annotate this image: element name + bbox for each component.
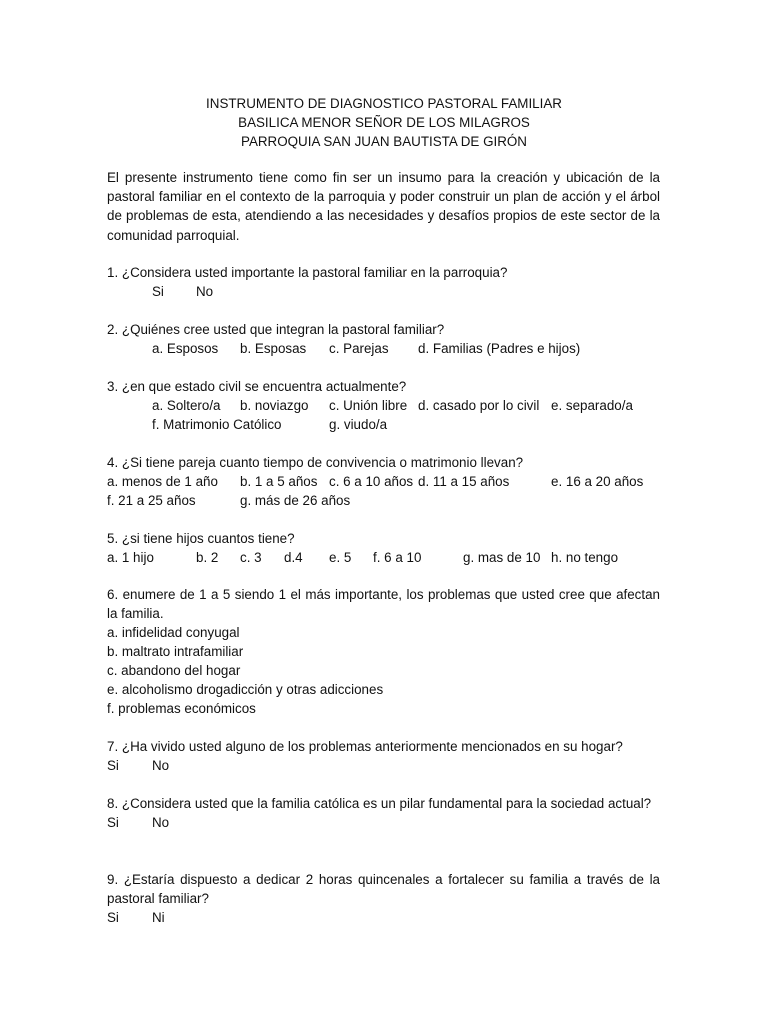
question-4 bbox=[107, 453, 660, 510]
option-e: e. separado/a bbox=[551, 398, 633, 413]
options-list bbox=[107, 623, 660, 718]
options-row bbox=[107, 491, 660, 510]
option-g: g. más de 26 años bbox=[240, 493, 351, 508]
option-d: d. 11 a 15 años bbox=[418, 474, 510, 489]
option-si: Si bbox=[152, 284, 164, 299]
question-text: 9. ¿Estaría dispuesto a dedicar 2 horas quincenales a fortalecer su familia a través de la pastoral familiar? bbox=[107, 872, 660, 906]
question-text: 7. ¿Ha vivido usted alguno de los problemas anteriormente mencionados en su hogar? bbox=[107, 739, 623, 754]
options-row bbox=[107, 548, 660, 567]
question-8 bbox=[107, 794, 660, 832]
option-no: No bbox=[152, 758, 170, 773]
option-d: d. casado por lo civil bbox=[418, 398, 540, 413]
options-row bbox=[107, 396, 660, 415]
option-e: e. 16 a 20 años bbox=[551, 474, 644, 489]
question-2 bbox=[107, 320, 660, 358]
option-f: f. 6 a 10 bbox=[373, 550, 422, 565]
option-si: Si bbox=[107, 910, 119, 925]
options-row bbox=[107, 415, 660, 434]
question-3 bbox=[107, 377, 660, 434]
option-f: f. problemas económicos bbox=[107, 701, 256, 716]
options-row bbox=[107, 756, 660, 775]
option-g: g. mas de 10 bbox=[463, 550, 541, 565]
option-a: a. Esposos bbox=[152, 341, 219, 356]
option-h: h. no tengo bbox=[551, 550, 619, 565]
question-text: 1. ¿Considera usted importante la pastoral familiar en la parroquia? bbox=[107, 265, 508, 280]
intro-paragraph: El presente instrumento tiene como fin ser un insumo para la creación y ubicación de la pastoral familiar en el contexto de la parroquia y poder construir un plan de acción y el árbol de problemas de esta, atendiendo a las necesidades y desafíos propios de este sector de la comunidad parroquial. bbox=[107, 170, 660, 243]
question-6 bbox=[107, 585, 660, 718]
option-b: b. 2 bbox=[196, 550, 219, 565]
question-text: 6. enumere de 1 a 5 siendo 1 el más importante, los problemas que usted cree que afectan la familia. bbox=[107, 587, 660, 621]
option-g: g. viudo/a bbox=[329, 417, 388, 432]
question-text: 5. ¿si tiene hijos cuantos tiene? bbox=[107, 531, 295, 546]
option-d: d.4 bbox=[284, 550, 303, 565]
question-text: 2. ¿Quiénes cree usted que integran la pastoral familiar? bbox=[107, 322, 445, 337]
question-1 bbox=[107, 263, 660, 301]
option-f: f. Matrimonio Católico bbox=[152, 417, 282, 432]
question-text: 4. ¿Si tiene pareja cuanto tiempo de convivencia o matrimonio llevan? bbox=[107, 455, 524, 470]
option-si: Si bbox=[107, 815, 119, 830]
option-e: e. 5 bbox=[329, 550, 352, 565]
option-b: b. maltrato intrafamiliar bbox=[107, 644, 244, 659]
option-b: b. Esposas bbox=[240, 341, 307, 356]
option-a: a. infidelidad conyugal bbox=[107, 625, 240, 640]
option-f: f. 21 a 25 años bbox=[107, 493, 196, 508]
option-b: b. noviazgo bbox=[240, 398, 309, 413]
option-c: c. Unión libre bbox=[329, 398, 408, 413]
option-e: e. alcoholismo drogadicción y otras adicciones bbox=[107, 682, 384, 697]
question-text: 3. ¿en que estado civil se encuentra actualmente? bbox=[107, 379, 407, 394]
options-row bbox=[107, 339, 660, 358]
option-c: c. abandono del hogar bbox=[107, 663, 241, 678]
options-row bbox=[107, 813, 660, 832]
option-c: c. 6 a 10 años bbox=[329, 474, 414, 489]
header-parish: PARROQUIA SAN JUAN BAUTISTA DE GIRÓN bbox=[241, 134, 527, 149]
header-basilica: BASILICA MENOR SEÑOR DE LOS MILAGROS bbox=[238, 115, 530, 130]
option-si: Si bbox=[107, 758, 119, 773]
question-7 bbox=[107, 737, 660, 775]
option-a: a. 1 hijo bbox=[107, 550, 154, 565]
option-a: a. menos de 1 año bbox=[107, 474, 218, 489]
option-c: c. 3 bbox=[240, 550, 262, 565]
options-row bbox=[107, 908, 660, 927]
options-row bbox=[107, 282, 660, 301]
header-title: INSTRUMENTO DE DIAGNOSTICO PASTORAL FAMILIAR bbox=[206, 96, 562, 111]
option-c: c. Parejas bbox=[329, 341, 389, 356]
option-no: No bbox=[196, 284, 214, 299]
option-no: No bbox=[152, 815, 170, 830]
option-a: a. Soltero/a bbox=[152, 398, 221, 413]
options-row bbox=[107, 472, 660, 491]
document-header bbox=[0, 94, 768, 151]
option-d: d. Familias (Padres e hijos) bbox=[418, 341, 581, 356]
question-text: 8. ¿Considera usted que la familia católica es un pilar fundamental para la sociedad actual? bbox=[107, 796, 652, 811]
question-9 bbox=[107, 870, 660, 927]
option-b: b. 1 a 5 años bbox=[240, 474, 318, 489]
option-ni: Ni bbox=[152, 910, 165, 925]
question-5 bbox=[107, 529, 660, 567]
